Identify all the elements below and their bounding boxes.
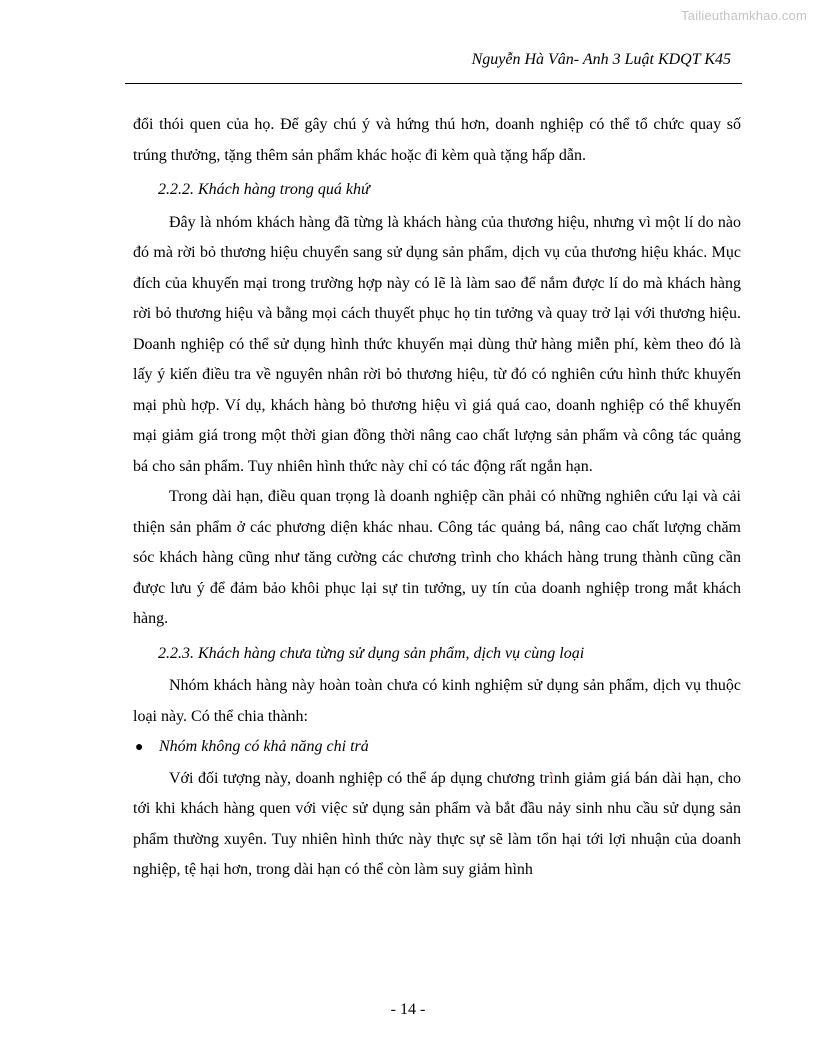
section-heading-2-2-2: 2.2.2. Khách hàng trong quá khứ (158, 181, 370, 198)
running-header: Nguyễn Hà Vân- Anh 3 Luật KDQT K45 (471, 51, 731, 68)
paragraph-no-budget (133, 764, 741, 886)
bullet-item (133, 732, 741, 764)
paragraph-new-customers: Nhóm khách hàng này hoàn toàn chưa có kinh nghiệm sử dụng sản phẩm, dịch vụ thuộc loại này. Có thể chia thành: (133, 677, 741, 725)
paragraph-text-end: nh giảm giá bán dài hạn, cho tới khi khách hàng quen với việc sử dụng sản phẩm và bắt đầu nảy sinh nhu cầu sử dụng sản phẩm thường xuyên. Tuy nhiên hình thức này thực sự sẽ làm tổn hại tới lợi nhuận của doanh nghiệp, tệ hại hơn, trong dài hạn có thể còn làm suy giảm hình (133, 769, 742, 878)
header-divider (125, 83, 742, 84)
bullet-label: Nhóm không có khả năng chi trả (159, 738, 369, 755)
section-heading-2-2-3: 2.2.3. Khách hàng chưa từng sử dụng sản phẩm, dịch vụ cùng loại (158, 644, 585, 662)
watermark-text: Tailieuthamkhao.com (681, 8, 807, 23)
bullet-icon: ● (135, 740, 144, 755)
paragraph-text-start: Với đối tượng này, doanh nghiệp có thể áp dụng chương tr (169, 769, 550, 787)
paragraph-continuation: đổi thói quen của họ. Để gây chú ý và hứng thú hơn, doanh nghiệp có thể tổ chức quay số trúng thưởng, tặng thêm sản phẩm khác hoặc đi kèm quà tặng hấp dẫn. (133, 116, 741, 164)
document-body (133, 110, 741, 886)
page-number: - 14 - (390, 1001, 426, 1018)
highlighted-char: ì (549, 769, 554, 787)
paragraph-long-term: Trong dài hạn, điều quan trọng là doanh nghiệp cần phải có những nghiên cứu lại và cải thiện sản phẩm ở các phương diện khác nhau. Công tác quảng bá, nâng cao chất lượng chăm sóc khách hàng cũng như tăng cường các chương trình cho khách hàng trung thành cũng cần được lưu ý để đảm bảo khôi phục lại sự tin tưởng, uy tín của doanh nghiệp trong mắt khách hàng. (133, 488, 741, 627)
paragraph-past-customers: Đây là nhóm khách hàng đã từng là khách hàng của thương hiệu, nhưng vì một lí do nào đó mà rời bỏ thương hiệu chuyển sang sử dụng sản phẩm, dịch vụ của thương hiệu khác. Mục đích của khuyến mại trong trường hợp này có lẽ là làm sao để nắm được lí do mà khách hàng rời bỏ thương hiệu và bằng mọi cách thuyết phục họ tin tưởng và quay trở lại với thương hiệu. Doanh nghiệp có thể sử dụng hình thức khuyến mại dùng thử hàng miễn phí, kèm theo đó là lấy ý kiến điều tra về nguyên nhân rời bỏ thương hiệu, từ đó có nghiên cứu hình thức khuyến mại phù hợp. Ví dụ, khách hàng bỏ thương hiệu vì giá quá cao, doanh nghiệp có thể khuyến mại giảm giá trong một thời gian đồng thời nâng cao chất lượng sản phẩm và công tác quảng bá cho sản phẩm. Tuy nhiên hình thức này chỉ có tác động rất ngắn hạn. (133, 213, 741, 475)
